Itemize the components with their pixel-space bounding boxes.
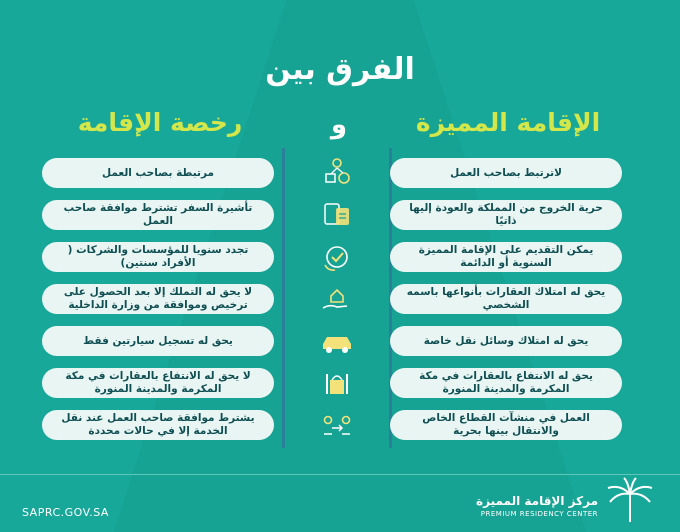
job-transfer-icon [316,408,358,442]
property-hand-icon [316,282,358,316]
passport-travel-icon [316,198,358,232]
page-title: الفرق بين [265,52,415,87]
premium-feature-6: يحق له الانتفاع بالعقارات في مكة المكرمة والمدينة المنورة [390,368,622,398]
palm-tree-logo-icon [602,474,658,526]
premium-feature-4: يحق له امتلاك العقارات بأنواعها باسمه الشخصي [390,284,622,314]
holy-cities-icon [316,366,358,400]
premium-feature-5: يحق له امتلاك وسائل نقل خاصة [390,326,622,356]
premium-feature-2: حرية الخروج من المملكة والعودة إليها ذاتيًا [390,200,622,230]
footer-divider [0,474,680,475]
premium-feature-7: العمل في منشآت القطاع الخاص والانتقال بينها بحرية [390,410,622,440]
permit-feature-2: تأشيرة السفر تشترط موافقة صاحب العمل [42,200,274,230]
logo-text [476,494,598,518]
logo-english-name: PREMIUM RESIDENCY CENTER [480,510,598,518]
car-icon [316,324,358,358]
column-header-and: و [330,110,348,140]
permit-feature-7: يشترط موافقة صاحب العمل عند نقل الخدمة إلا في حالات محددة [42,410,274,440]
permit-feature-3: تجدد سنويا للمؤسسات والشركات ( الأفراد سنتين) [42,242,274,272]
column-header-premium: الإقامة المميزة [415,108,601,137]
logo-arabic-name: مركز الإقامة المميزة [476,494,598,508]
permit-feature-1: مرتبطة بصاحب العمل [42,158,274,188]
column-divider-left [282,148,285,448]
permit-feature-5: يحق له تسجيل سيارتين فقط [42,326,274,356]
renewal-check-icon [316,240,358,274]
premium-feature-3: يمكن التقديم على الإقامة المميزة السنوية أو الدائمة [390,242,622,272]
premium-feature-1: لاترتبط بصاحب العمل [390,158,622,188]
permit-feature-4: لا يحق له التملك إلا بعد الحصول على ترخيص وموافقة من وزارة الداخلية [42,284,274,314]
employer-link-icon [316,156,358,190]
website-link[interactable]: SAPRC.GOV.SA [22,506,109,519]
column-header-permit: رخصة الإقامة [77,108,243,137]
permit-feature-6: لا يحق له الانتفاع بالعقارات في مكة المكرمة والمدينة المنورة [42,368,274,398]
